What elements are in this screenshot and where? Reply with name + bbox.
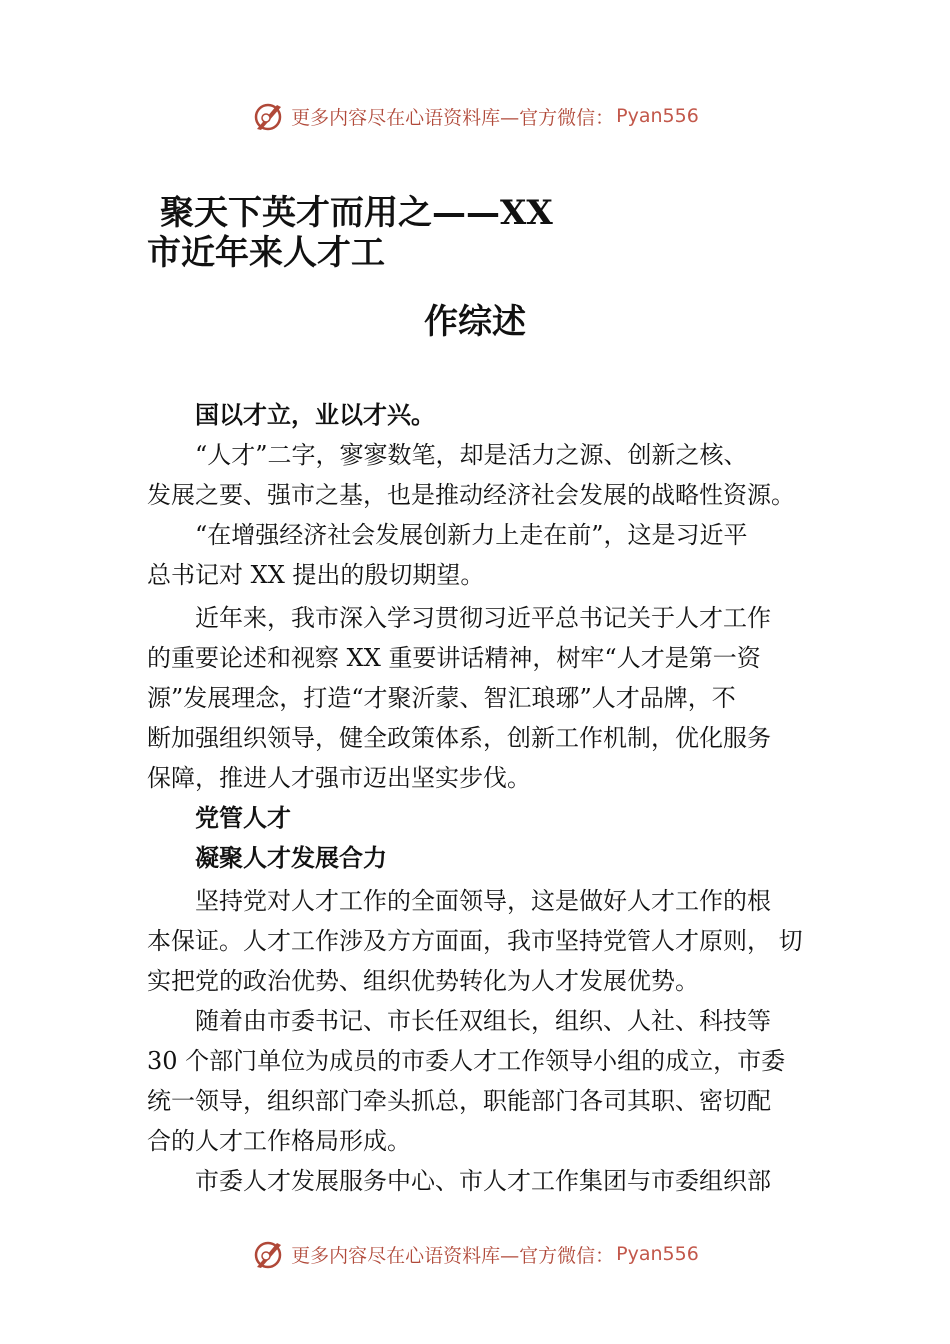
title-line-1: 聚天下英才而用之——XX bbox=[160, 193, 553, 233]
section-heading: 党管人才 bbox=[195, 804, 291, 832]
section-heading: 国以才立，业以才兴。 bbox=[195, 401, 435, 429]
paragraph-line: 的重要论述和视察 XX 重要讲话精神，树牢“人才是第一资 bbox=[147, 644, 761, 672]
paragraph-line: 保障，推进人才强市迈出坚实步伐。 bbox=[147, 764, 531, 792]
paragraph-line: 本保证。人才工作涉及方方面面，我市坚持党管人才原则， 切 bbox=[147, 927, 803, 955]
quill-seal-icon bbox=[251, 1237, 285, 1271]
paragraph-line: 坚持党对人才工作的全面领导，这是做好人才工作的根 bbox=[195, 887, 771, 915]
paragraph-line: 合的人才工作格局形成。 bbox=[147, 1127, 411, 1155]
paragraph-line: 断加强组织领导，健全政策体系，创新工作机制，优化服务 bbox=[147, 724, 771, 752]
paragraph-line: 30 个部门单位为成员的市委人才工作领导小组的成立，市委 bbox=[147, 1047, 786, 1075]
paragraph-line: 随着由市委书记、市长任双组长，组织、人社、科技等 bbox=[195, 1007, 771, 1035]
header-banner bbox=[0, 96, 950, 136]
paragraph-line: 近年来，我市深入学习贯彻习近平总书记关于人才工作 bbox=[195, 604, 771, 632]
paragraph-line: 市委人才发展服务中心、市人才工作集团与市委组织部 bbox=[195, 1167, 771, 1195]
paragraph-line: 实把党的政治优势、组织优势转化为人才发展优势。 bbox=[147, 967, 699, 995]
banner-text: 更多内容尽在心语资料库—官方微信： bbox=[291, 1244, 615, 1267]
paragraph-line: 发展之要、强市之基，也是推动经济社会发展的战略性资源。 bbox=[147, 481, 795, 509]
paragraph-line: “在增强经济社会发展创新力上走在前”，这是习近平 bbox=[195, 521, 748, 549]
banner-handle: Pyan556 bbox=[616, 105, 699, 127]
paragraph-line: 源”发展理念，打造“才聚沂蒙、智汇琅琊”人才品牌，不 bbox=[147, 684, 736, 712]
banner-handle: Pyan556 bbox=[616, 1243, 699, 1265]
title-line-3: 作综述 bbox=[424, 302, 526, 342]
paragraph-line: 统一领导，组织部门牵头抓总，职能部门各司其职、密切配 bbox=[147, 1087, 771, 1115]
title-line-2: 市近年来人才工 bbox=[147, 233, 385, 273]
quill-seal-icon bbox=[251, 99, 285, 133]
paragraph-line: “人才”二字，寥寥数笔，却是活力之源、创新之核、 bbox=[195, 441, 748, 469]
paragraph-line: 总书记对 XX 提出的殷切期望。 bbox=[147, 561, 485, 589]
banner-text: 更多内容尽在心语资料库—官方微信： bbox=[291, 106, 615, 129]
section-subheading: 凝聚人才发展合力 bbox=[195, 844, 387, 872]
footer-banner bbox=[0, 1234, 950, 1274]
